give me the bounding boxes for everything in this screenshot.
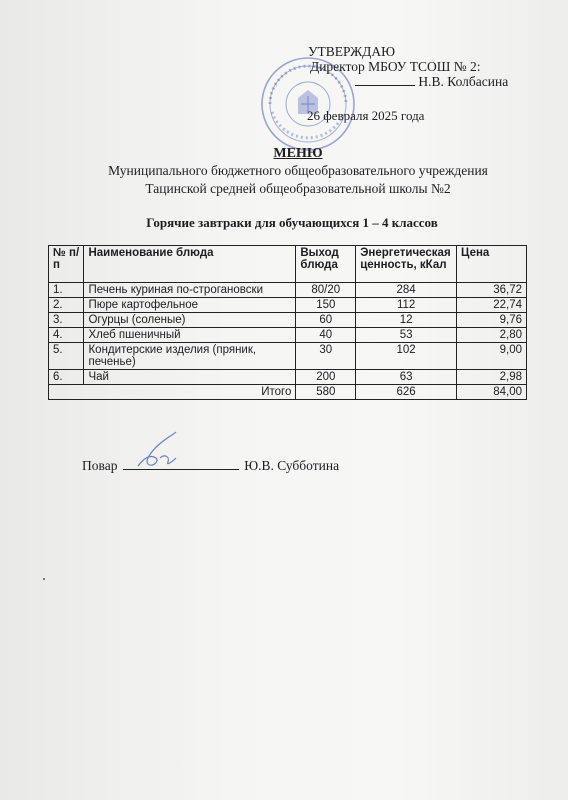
row-price: 9,76 [457,313,527,328]
document-subtitle: Горячие завтраки для обучающихся 1 – 4 классов [146,215,438,230]
row-output: 40 [296,328,356,343]
header-output: Выход блюда [296,246,356,283]
approval-date: 26 февраля 2025 года [307,108,425,123]
row-energy: 284 [356,283,457,298]
row-num: 4. [49,328,84,343]
row-name: Хлеб пшеничный [84,328,296,343]
row-output: 150 [296,298,356,313]
header-price: Цена [457,246,527,283]
total-label: Итого [49,385,296,400]
row-num: 6. [49,370,84,385]
row-energy: 112 [356,298,457,313]
row-energy: 53 [356,328,457,343]
cook-signature-block [82,458,339,474]
header-name: Наименование блюда [84,246,296,283]
row-output: 200 [296,370,356,385]
row-price: 2,80 [457,328,527,343]
row-output: 60 [296,313,356,328]
approval-signer-line [355,74,508,89]
table-row [49,313,527,328]
row-energy: 102 [356,343,457,370]
approval-signer: Н.В. Колбасина [418,74,509,89]
row-num: 5. [49,343,84,370]
approval-block [300,44,508,89]
total-output: 580 [296,385,356,400]
paper-speck [43,578,45,580]
row-name: Пюре картофельное [84,298,296,313]
row-num: 2. [49,298,84,313]
row-price: 9,00 [457,343,527,370]
table-row [49,283,527,298]
table-header-row [49,246,527,283]
row-energy: 12 [356,313,457,328]
signature-line [355,85,415,86]
approval-position: Директор МБОУ ТСОШ № 2: [310,59,481,74]
cook-name: Ю.В. Субботина [244,458,340,473]
cook-label: Повар [82,458,118,473]
header-num: № п/п [49,246,84,283]
row-price: 2,98 [457,370,527,385]
row-energy: 63 [356,370,457,385]
row-output: 30 [296,343,356,370]
menu-table [48,245,527,400]
table-row [49,298,527,313]
document-title: МЕНЮ [273,146,323,161]
row-name: Печень куриная по-строгановски [84,283,296,298]
table-row [49,328,527,343]
row-output: 80/20 [296,283,356,298]
cook-signature-line [123,459,239,470]
row-num: 1. [49,283,84,298]
row-price: 22,74 [457,298,527,313]
row-name: Огурцы (соленые) [84,313,296,328]
row-name: Кондитерские изделия (пряник, печенье) [84,343,296,370]
row-price: 36,72 [457,283,527,298]
total-price: 84,00 [457,385,527,400]
organization-line-2: Тацинской средней общеобразовательной школы №2 [145,181,451,196]
header-energy: Энергетическая ценность, кКал [356,246,457,283]
row-num: 3. [49,313,84,328]
table-total-row [49,385,527,400]
organization-line-1: Муниципального бюджетного общеобразовательного учреждения [108,163,488,178]
total-energy: 626 [356,385,457,400]
approval-title: УТВЕРЖДАЮ [308,44,396,59]
table-row [49,343,527,370]
row-name: Чай [84,370,296,385]
table-row [49,370,527,385]
